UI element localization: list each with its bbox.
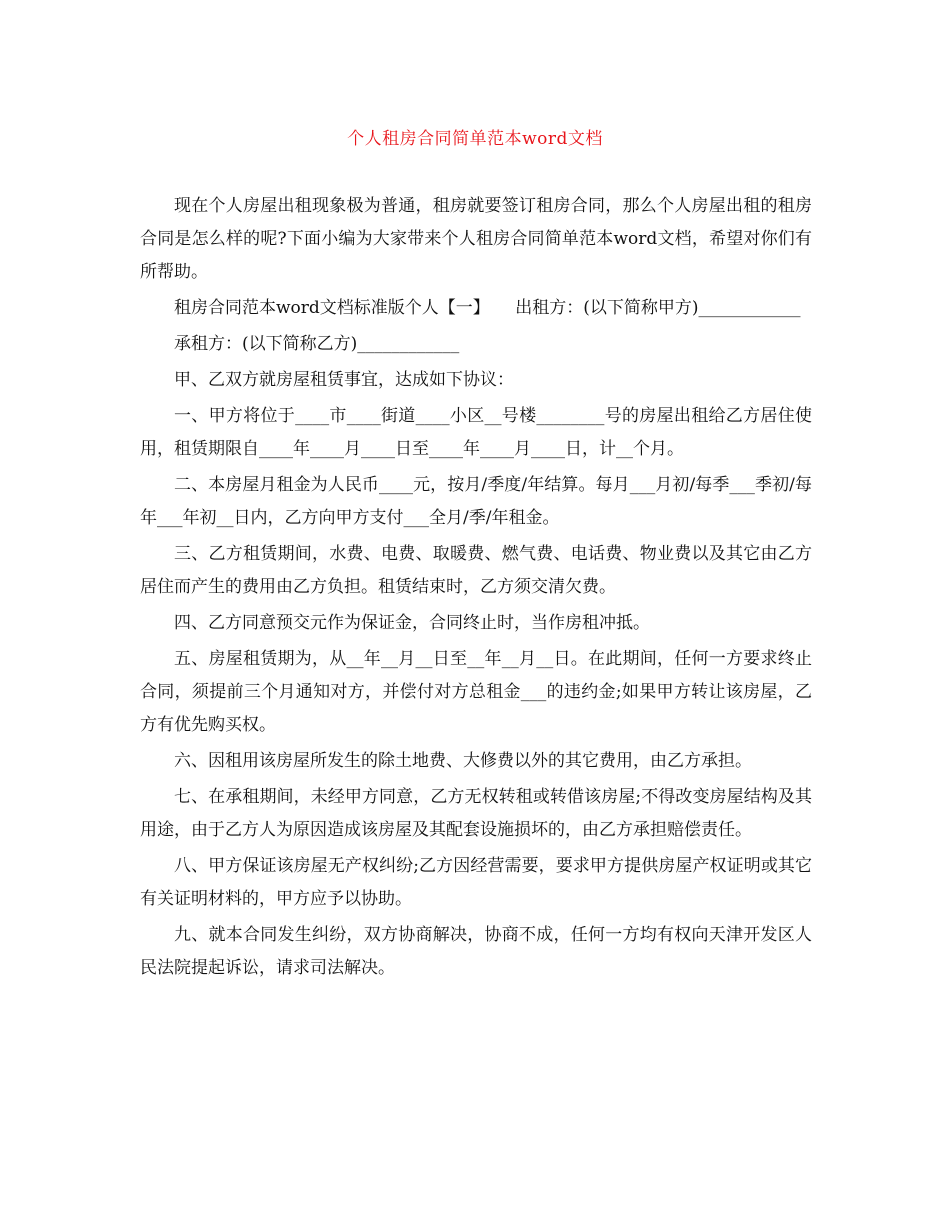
document-title: 个人租房合同简单范本word文档 xyxy=(347,129,603,149)
paragraph-lessee: 承租方：(以下简称乙方)____________ xyxy=(174,334,460,354)
clause-1: 一、甲方将位于____市____街道____小区__号楼________号的房屋出租给乙方居住使用，租赁期限自____年____月____日至____年____月____日，计__个月。 xyxy=(140,406,812,459)
clause-2: 二、本房屋月租金为人民币____元，按月/季度/年结算。每月___月初/每季___季初/每年___年初__日内，乙方向甲方支付___全月/季/年租金。 xyxy=(140,475,812,528)
clause-4: 四、乙方同意预交元作为保证金，合同终止时，当作房租冲抵。 xyxy=(174,613,650,633)
paragraph-intro: 现在个人房屋出租现象极为普通，租房就要签订租房合同，那么个人房屋出租的租房合同是怎么样的呢?下面小编为大家带来个人租房合同简单范本word文档，希望对你们有所帮助。 xyxy=(140,196,812,282)
paragraph-lessor: 租房合同范本word文档标准版个人【一】 出租方：(以下简称甲方)____________ xyxy=(174,298,801,318)
clause-6: 六、因租用该房屋所发生的除土地费、大修费以外的其它费用，由乙方承担。 xyxy=(174,751,752,771)
clause-9: 九、就本合同发生纠纷，双方协商解决，协商不成，任何一方均有权向天津开发区人民法院提起诉讼，请求司法解决。 xyxy=(140,925,812,978)
clause-5: 五、房屋租赁期为，从__年__月__日至__年__月__日。在此期间，任何一方要求终止合同，须提前三个月通知对方，并偿付对方总租金___的违约金;如果甲方转让该房屋，乙方有优先购买权。 xyxy=(140,649,812,735)
document-body xyxy=(140,190,812,985)
clause-7: 七、在承租期间，未经甲方同意，乙方无权转租或转借该房屋;不得改变房屋结构及其用途，由于乙方人为原因造成该房屋及其配套设施损坏的，由乙方承担赔偿责任。 xyxy=(140,787,812,840)
clause-8: 八、甲方保证该房屋无产权纠纷;乙方因经营需要，要求甲方提供房屋产权证明或其它有关证明材料的，甲方应予以协助。 xyxy=(140,856,812,909)
clause-3: 三、乙方租赁期间，水费、电费、取暖费、燃气费、电话费、物业费以及其它由乙方居住而产生的费用由乙方负担。租赁结束时，乙方须交清欠费。 xyxy=(140,544,812,597)
paragraph-agreement: 甲、乙双方就房屋租赁事宜，达成如下协议： xyxy=(174,370,514,390)
